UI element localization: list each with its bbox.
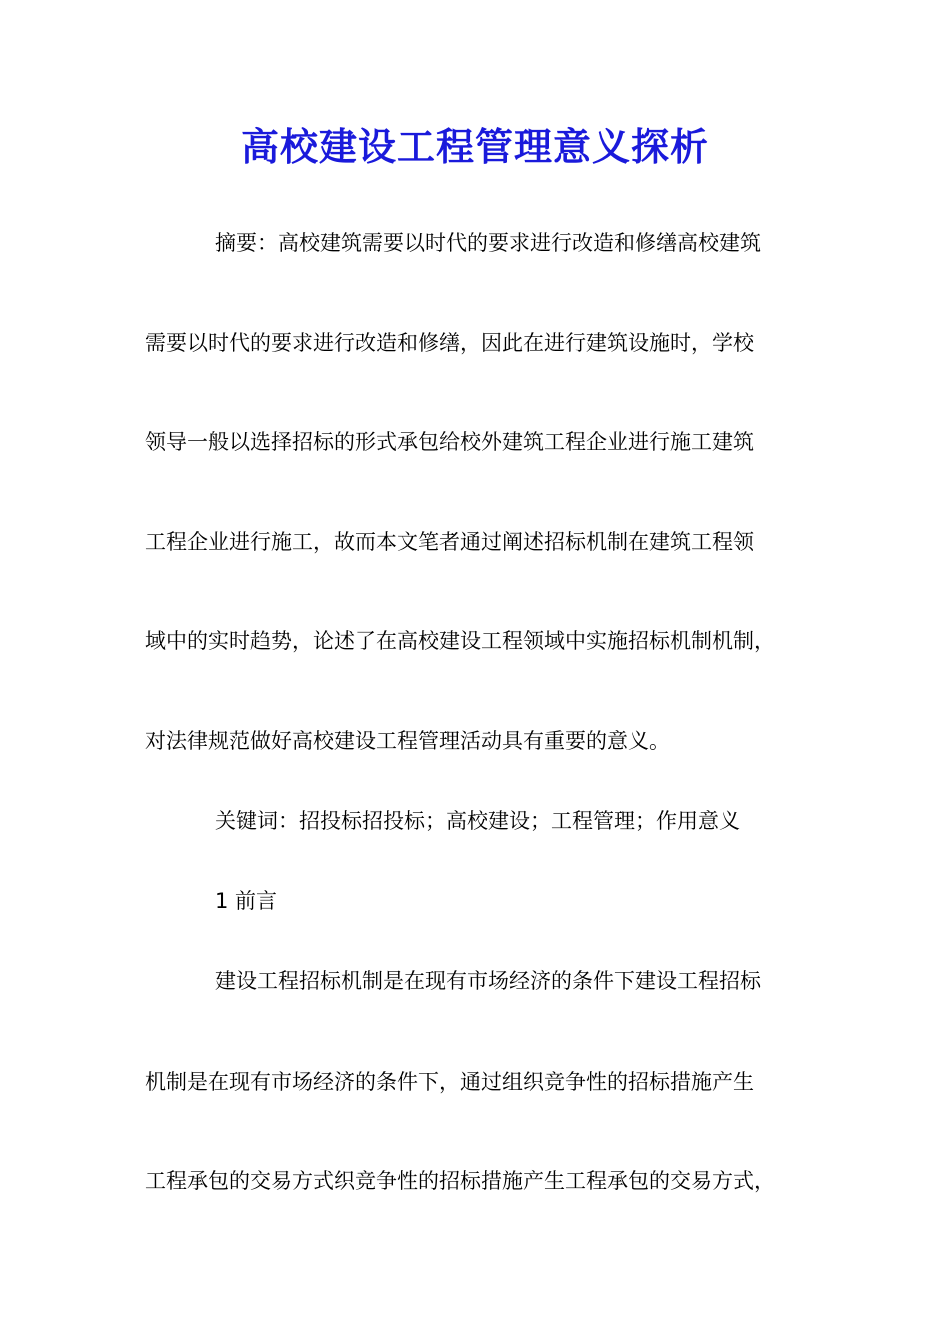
section-heading: 1 前言 (215, 889, 278, 913)
abstract-line-6: 对法律规范做好高校建设工程管理活动具有重要的意义。 (145, 729, 670, 753)
abstract-line-5: 域中的实时趋势，论述了在高校建设工程领域中实施招标机制机制， (145, 629, 775, 653)
body-line-1: 建设工程招标机制是在现有市场经济的条件下建设工程招标 (215, 969, 761, 993)
abstract-line-2: 需要以时代的要求进行改造和修缮，因此在进行建筑设施时，学校 (145, 331, 754, 355)
body-line-3: 工程承包的交易方式织竞争性的招标措施产生工程承包的交易方式， (145, 1169, 775, 1193)
document-title: 高校建设工程管理意义探析 (240, 124, 709, 169)
abstract-line-1: 摘要：高校建筑需要以时代的要求进行改造和修缮高校建筑 (215, 231, 761, 255)
body-line-2: 机制是在现有市场经济的条件下，通过组织竞争性的招标措施产生 (145, 1070, 754, 1094)
abstract-line-3: 领导一般以选择招标的形式承包给校外建筑工程企业进行施工建筑 (145, 430, 754, 454)
abstract-line-4: 工程企业进行施工，故而本文笔者通过阐述招标机制在建筑工程领 (145, 530, 754, 554)
keywords-line: 关键词：招投标招投标；高校建设；工程管理；作用意义 (215, 809, 740, 833)
